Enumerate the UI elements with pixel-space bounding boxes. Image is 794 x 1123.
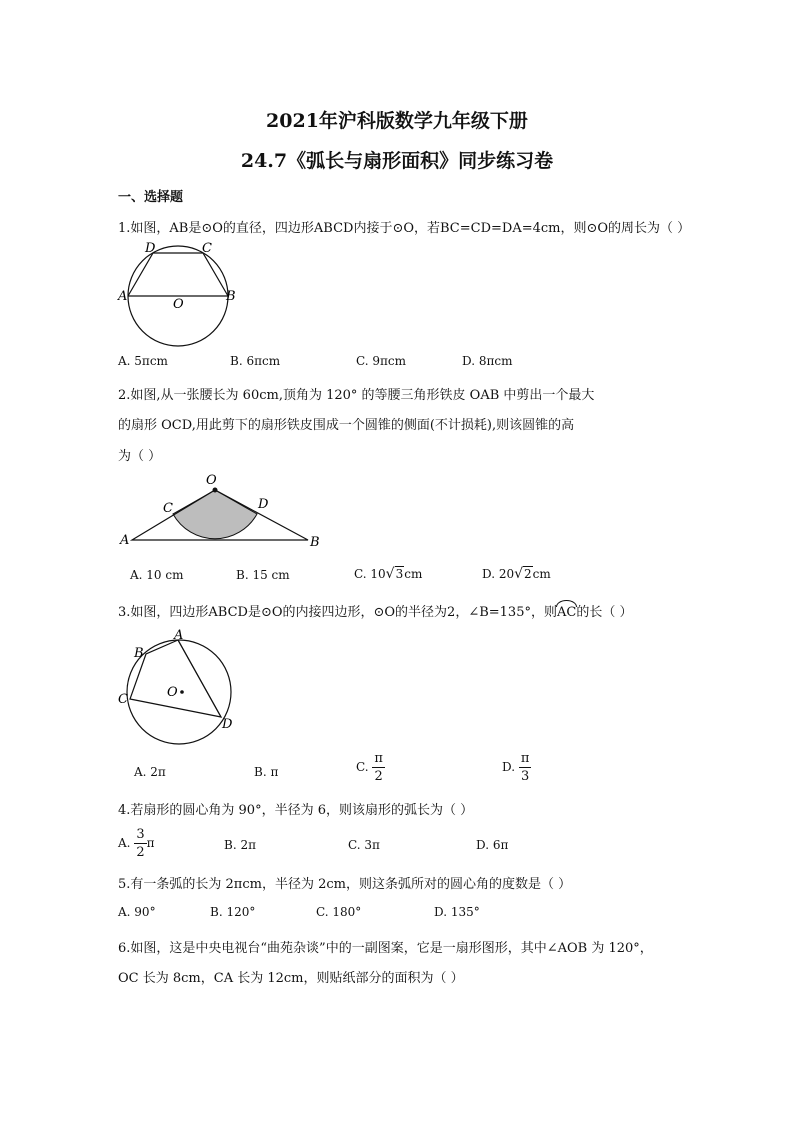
question-2-line-3: 为（ ） [118,449,162,464]
q2-option-a: A. 10 cm [130,568,184,582]
q4-option-c: C. 3π [348,838,380,852]
label-a: A [120,533,130,548]
q3-option-d: D. $\frac{\pi}{3}$ [502,751,530,784]
question-2-line-2: 的扇形 OCD,用此剪下的扇形铁皮围成一个圆锥的侧面(不计损耗),则该圆锥的高 [118,418,575,433]
q2-option-d: D. 20√2cm [482,566,551,582]
question-6-line-1: 6.如图，这是中央电视台“曲苑杂谈”中的一副图案，它是一扇形图形，其中∠AOB 为 120°， [118,941,653,956]
question-6-line-2: OC 长为 8cm，CA 长为 12cm，则贴纸部分的面积为（ ） [118,971,464,986]
document-title: 2021年沪科版数学九年级下册 [266,110,528,132]
q2-option-b: B. 15 cm [236,568,290,582]
label-d: D [222,717,233,732]
label-d: D [258,497,269,512]
arc-ac-label: AC [556,605,577,620]
question-4-text: 4.若扇形的圆心角为 90°，半径为 6，则该扇形的弧长为（ ） [118,803,474,818]
q5-option-c: C. 180° [316,905,362,919]
label-c: C [118,692,128,707]
label-b: B [310,535,320,550]
question-1-figure [118,240,248,350]
document-subtitle: 24.7《弧长与扇形面积》同步练习卷 [240,150,554,172]
question-1-text: 1.如图，AB是⊙O的直径，四边形ABCD内接于⊙O，若BC=CD=DA=4cm，则⊙O的周长为（ ） [118,221,691,236]
question-2-line-1: 2.如图,从一张腰长为 60cm,顶角为 120° 的等腰三角形铁皮 OAB 中剪出一个最大 [118,388,595,403]
question-3-text: 3.如图，四边形ABCD是⊙O的内接四边形，⊙O的半径为2，∠B=135°，则AC的长（ ） [118,605,633,620]
q5-option-b: B. 120° [210,905,256,919]
label-o: O [206,473,217,488]
q4-option-b: B. 2π [224,838,256,852]
q1-option-c: C. 9πcm [356,354,407,368]
label-c: C [163,501,173,516]
question-5-text: 5.有一条弧的长为 2πcm，半径为 2cm，则这条弧所对的圆心角的度数是（ ） [118,877,572,892]
question-3-figure [116,630,241,745]
q4-option-a: A. $\frac{3}{2}$ π [118,827,155,860]
q1-option-b: B. 6πcm [230,354,281,368]
q5-option-a: A. 90° [118,905,156,919]
quadrilateral-abcd [128,253,228,296]
point-o [180,690,184,694]
label-o: O [173,297,184,312]
label-d: D [145,241,156,256]
point-o [213,488,218,493]
label-a: A [174,628,184,643]
q3-option-a: A. 2π [134,765,166,779]
sector-ocd [173,490,257,539]
label-b: B [134,646,144,661]
section-heading: 一、选择题 [118,190,184,205]
question-2-figure [118,470,328,550]
q5-option-d: D. 135° [434,905,480,919]
quadrilateral-abcd [130,640,221,717]
q1-option-a: A. 5πcm [118,354,168,368]
q3-option-b: B. π [254,765,279,779]
label-b: B [226,289,236,304]
q3-option-c: C. $\frac{\pi}{2}$ [356,751,383,784]
q2-option-c: C. 10√3cm [354,566,423,582]
label-o: O [167,685,178,700]
q1-option-d: D. 8πcm [462,354,513,368]
label-a: A [118,289,128,304]
label-c: C [202,241,212,256]
q4-option-d: D. 6π [476,838,509,852]
